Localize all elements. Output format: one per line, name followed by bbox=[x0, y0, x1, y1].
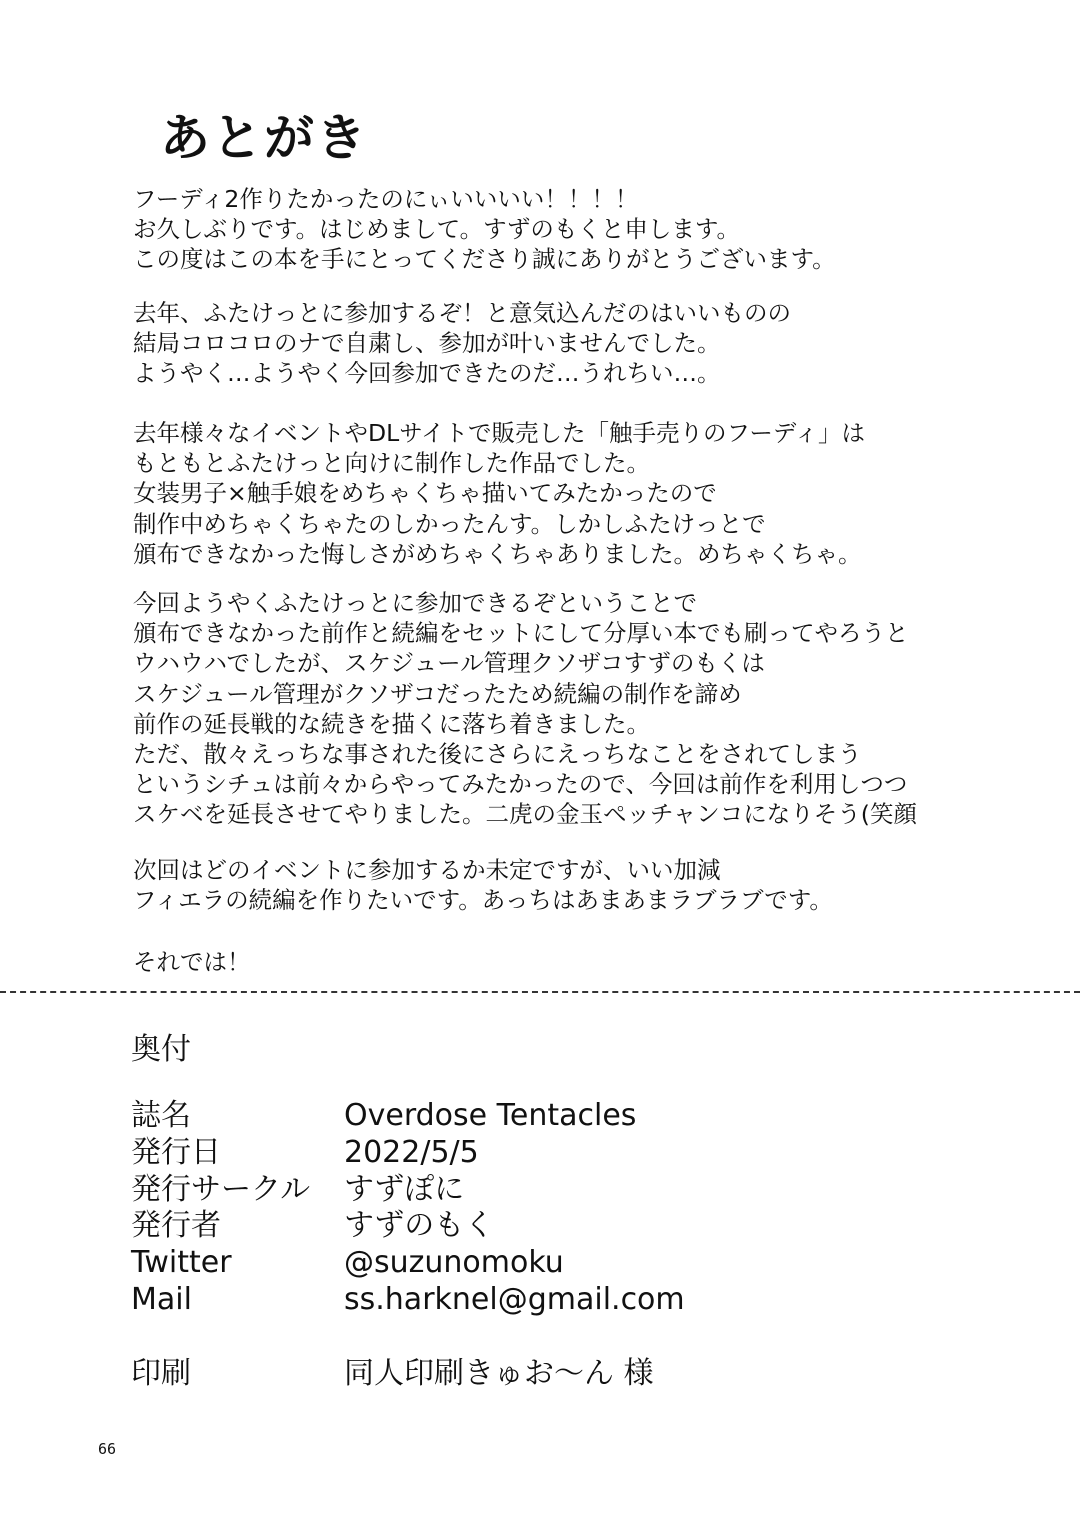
colophon-value: 2022/5/5 bbox=[344, 1134, 479, 1170]
text-line: 頒布できなかった前作と続編をセットにして分厚い本でも刷ってやろうと bbox=[133, 619, 909, 648]
text-line: 今回ようやくふたけっとに参加できるぞということで bbox=[133, 589, 697, 617]
text-line: ただ、散々えっちな事された後にさらにえっちなことをされてしまう bbox=[133, 739, 862, 768]
text-line: ウハウハでしたが、スケジュール管理クソザコすずのもくは bbox=[133, 649, 765, 678]
text-line: 頒布できなかった悔しさがめちゃくちゃありました。めちゃくちゃ。 bbox=[133, 539, 862, 568]
text-line: 去年様々なイベントやDLサイトで販売した「触手売りのフーディ」は bbox=[133, 419, 865, 447]
paragraph-5 bbox=[133, 855, 833, 915]
colophon-row bbox=[131, 1172, 685, 1209]
colophon-row bbox=[131, 1245, 685, 1282]
colophon-key: 印刷 bbox=[131, 1356, 191, 1391]
colophon-value: すずのもく bbox=[344, 1208, 495, 1244]
colophon-value: @suzunomoku bbox=[344, 1245, 564, 1281]
colophon-table bbox=[131, 1098, 685, 1319]
colophon-value: Overdose Tentacles bbox=[344, 1098, 637, 1133]
text-line: というシチュは前々からやってみたかったので、今回は前作を利用しつつ bbox=[133, 770, 908, 799]
colophon-row bbox=[131, 1208, 685, 1245]
colophon-key: Mail bbox=[131, 1281, 192, 1317]
colophon-print bbox=[131, 1356, 654, 1393]
colophon-row bbox=[131, 1356, 654, 1393]
text-line: ようやく…ようやく今回参加できたのだ…うれちい…。 bbox=[133, 359, 721, 388]
colophon-row bbox=[131, 1282, 685, 1319]
colophon-key: Twitter bbox=[131, 1245, 232, 1281]
colophon-row bbox=[131, 1135, 685, 1172]
text-line: もともとふたけっと向けに制作した作品でした。 bbox=[133, 449, 650, 478]
colophon-row bbox=[131, 1098, 685, 1135]
text-line: 前作の延長戦的な続きを描くに落ち着きました。 bbox=[133, 709, 650, 738]
text-line: お久しぶりです。はじめまして。すずのもくと申します。 bbox=[133, 215, 741, 244]
text-line: それでは！ bbox=[133, 948, 251, 976]
text-line: 去年、ふたけっとに参加するぞ！と意気込んだのはいいものの bbox=[133, 299, 791, 327]
paragraph-4 bbox=[133, 588, 917, 830]
paragraph-1 bbox=[133, 184, 836, 275]
text-line: 結局コロコロのナで自粛し、参加が叶いませんでした。 bbox=[133, 329, 721, 358]
dashed-divider bbox=[0, 991, 1080, 993]
paragraph-2 bbox=[133, 298, 791, 389]
colophon-key: 発行日 bbox=[131, 1134, 221, 1170]
text-line: 次回はどのイベントに参加するか未定ですが、いい加減 bbox=[133, 856, 721, 884]
text-line: 制作中めちゃくちゃたのしかったんす。しかしふたけっとで bbox=[133, 509, 766, 538]
page-title: あとがき bbox=[160, 109, 368, 167]
paragraph-3 bbox=[133, 418, 865, 569]
text-line: フーディ2作りたかったのにぃいいいい！！！！ bbox=[133, 185, 639, 213]
text-line: スケジュール管理がクソザコだったため続編の制作を諦め bbox=[133, 679, 742, 708]
colophon-value: 同人印刷きゅお〜ん 様 bbox=[344, 1356, 654, 1391]
text-line: フィエラの続編を作りたいです。あっちはあまあまラブラブです。 bbox=[133, 886, 833, 915]
text-line: この度はこの本を手にとってくださり誠にありがとうございます。 bbox=[133, 245, 836, 274]
colophon-key: 誌名 bbox=[131, 1098, 191, 1133]
colophon-value: すずぽに bbox=[344, 1171, 465, 1207]
page-number: 66 bbox=[98, 1440, 117, 1458]
colophon-heading: 奥付 bbox=[131, 1032, 191, 1067]
text-line: スケベを延長させてやりました。二虎の金玉ペッチャンコになりそう(笑顔 bbox=[133, 800, 917, 829]
paragraph-6 bbox=[133, 947, 251, 977]
text-line: 女装男子×触手娘をめちゃくちゃ描いてみたかったので bbox=[133, 479, 717, 508]
colophon-key: 発行者 bbox=[131, 1208, 221, 1244]
colophon-key: 発行サークル bbox=[131, 1171, 311, 1207]
colophon-value: ss.harknel@gmail.com bbox=[344, 1281, 685, 1317]
